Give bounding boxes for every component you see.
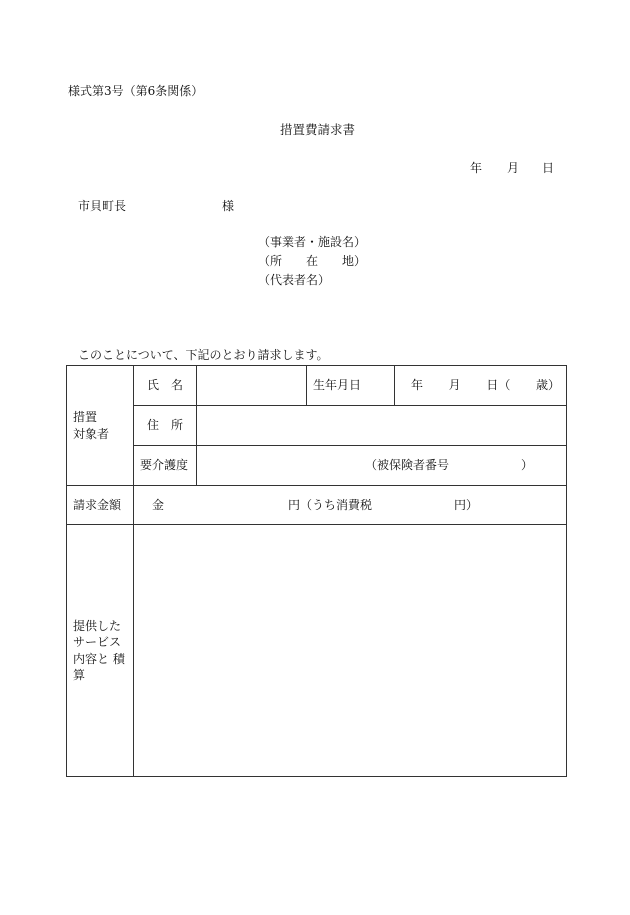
- document-title: 措置費請求書: [280, 122, 356, 137]
- applicant-address: （所 在 地）: [258, 254, 367, 268]
- name-label: 氏 名: [134, 366, 197, 406]
- name-field[interactable]: [197, 366, 307, 406]
- addressee: 市貝町長: [78, 199, 127, 213]
- yen-tax-label: 円（うち消費税: [288, 497, 373, 512]
- services-label: 提供した サービス 内容と 積算: [67, 525, 134, 777]
- date-month-label: 月: [507, 161, 520, 175]
- birth-year-label: 年: [411, 378, 424, 393]
- address-field[interactable]: [197, 406, 567, 446]
- date-day-label: 日: [542, 161, 555, 175]
- care-level-field[interactable]: [197, 446, 567, 486]
- form-number: 様式第3号（第6条関係）: [68, 84, 204, 98]
- birth-label: 生年月日: [307, 366, 395, 406]
- care-level-label: 要介護度: [134, 446, 197, 486]
- birth-date-field[interactable]: [395, 366, 567, 406]
- subject-label: 措置 対象者: [67, 366, 134, 486]
- intro-text: このことについて、下記のとおり請求します。: [78, 348, 329, 362]
- services-field[interactable]: [134, 525, 567, 777]
- kin-label: 金: [152, 497, 165, 512]
- claim-table: [66, 365, 567, 777]
- applicant-business-name: （事業者・施設名）: [258, 235, 367, 249]
- age-label: 歳）: [535, 378, 560, 393]
- insured-number-label: （被保険者番号: [365, 458, 450, 473]
- insured-number-close: ）: [521, 458, 534, 473]
- birth-day-label: 日（: [486, 378, 511, 393]
- honorific: 様: [222, 199, 235, 213]
- amount-label: 請求金額: [67, 486, 134, 525]
- date-year-label: 年: [470, 161, 483, 175]
- address-label: 住 所: [134, 406, 197, 446]
- amount-field[interactable]: [134, 486, 567, 525]
- applicant-representative: （代表者名）: [258, 273, 331, 287]
- birth-month-label: 月: [448, 378, 461, 393]
- yen-close-label: 円）: [454, 497, 479, 512]
